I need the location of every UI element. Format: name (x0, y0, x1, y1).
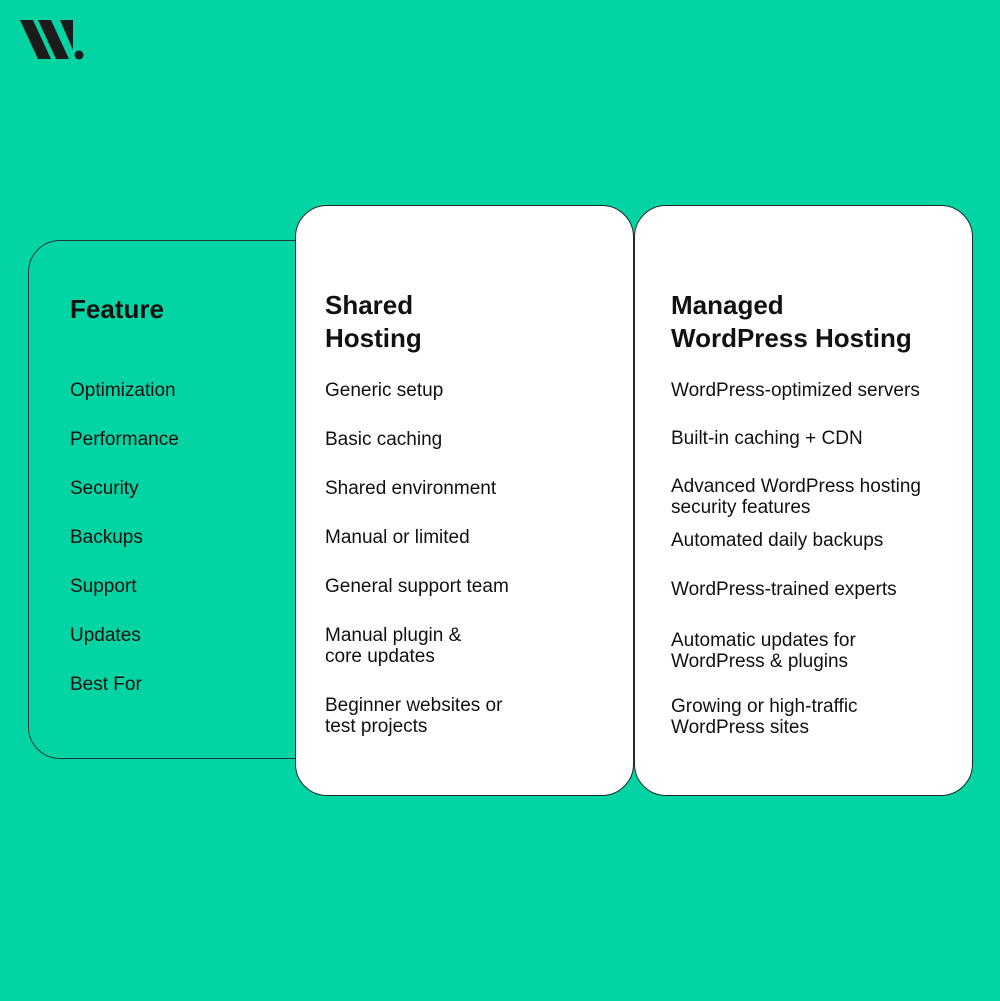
managed-cell: WordPress-optimized servers (671, 380, 920, 401)
managed-cell: Built-in caching + CDN (671, 428, 863, 449)
shared-cell: Generic setup (325, 380, 444, 401)
shared-cell: Basic caching (325, 429, 443, 450)
managed-cell: Growing or high-traffic WordPress sites (671, 696, 858, 738)
managed-hosting-header: Managed WordPress Hosting (671, 290, 912, 353)
shared-cell: Shared environment (325, 478, 497, 499)
shared-cell: Manual plugin & core updates (325, 625, 462, 667)
managed-cell: Automatic updates for WordPress & plugins (671, 630, 856, 672)
managed-cell: WordPress-trained experts (671, 579, 897, 600)
feature-header: Feature (70, 294, 164, 324)
managed-cell: Advanced WordPress hosting security features (671, 476, 921, 518)
feature-label: Support (70, 576, 137, 597)
feature-label: Best For (70, 674, 142, 695)
managed-cell: Automated daily backups (671, 530, 884, 551)
feature-label: Optimization (70, 380, 176, 401)
feature-label: Updates (70, 625, 141, 646)
shared-cell: General support team (325, 576, 509, 597)
feature-label: Security (70, 478, 139, 499)
shared-cell: Beginner websites or test projects (325, 695, 503, 737)
shared-hosting-header: Shared Hosting (325, 290, 422, 353)
feature-label: Performance (70, 429, 179, 450)
shared-cell: Manual or limited (325, 527, 470, 548)
feature-label: Backups (70, 527, 143, 548)
brand-logo (20, 20, 86, 60)
